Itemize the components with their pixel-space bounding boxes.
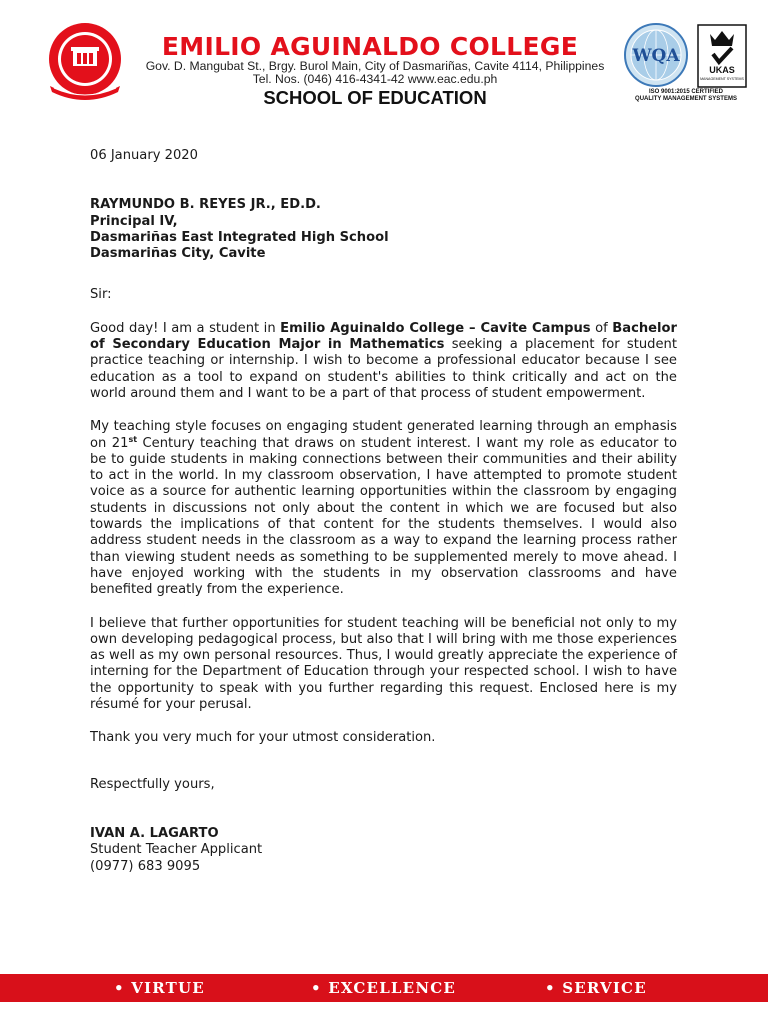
iso-certification-text <box>624 89 748 103</box>
college-name: EMILIO AGUINALDO COLLEGE <box>161 32 579 61</box>
paragraph-request: I believe that further opportunities for student teaching will be beneficial not only to my own developing pedagogical process, but also that I will bring with me those experiences as well as my own personal resources. Thus, I would greatly appreciate the experience of interning for the Department of Education through your respected school. I wish to have the opportunity to speak with you further regarding this request. Enclosed here is my résumé for your perusal. <box>90 615 677 713</box>
motto-virtue: • VIRTUE <box>114 979 205 997</box>
recipient-title: Principal IV, <box>90 213 178 229</box>
letter-date: 06 January 2020 <box>90 148 198 163</box>
college-seal-logo <box>44 20 126 100</box>
college-contact: Tel. Nos. (046) 416-4341-42 www.eac.edu.ph <box>252 72 498 86</box>
signature-block <box>90 826 677 875</box>
signer-name: IVAN A. LAGARTO <box>90 825 219 841</box>
iso-line-1: ISO 9001:2015 CERTIFIED <box>648 89 724 95</box>
recipient-name: RAYMUNDO B. REYES JR., ED.D. <box>90 197 321 213</box>
college-address: Gov. D. Mangubat St., Brgy. Burol Main, City of Dasmariñas, Cavite 4114, Philippines <box>145 59 605 73</box>
thanks-line: Thank you very much for your utmost consideration. <box>90 730 436 746</box>
wqa-certification-logo <box>622 22 690 88</box>
signer-role: Student Teacher Applicant <box>90 842 263 858</box>
ukas-certification-logo <box>697 24 747 88</box>
motto-service: • SERVICE <box>545 979 647 997</box>
letter-body <box>90 148 677 875</box>
svg-text:WQA: WQA <box>632 46 680 66</box>
recipient-block <box>90 197 677 262</box>
signer-phone: (0977) 683 9095 <box>90 858 201 874</box>
salutation: Sir: <box>90 287 112 303</box>
school-name: SCHOOL OF EDUCATION <box>263 87 487 108</box>
motto-excellence: • EXCELLENCE <box>311 979 456 997</box>
recipient-city: Dasmariñas City, Cavite <box>90 246 266 262</box>
paragraph-intro: Good day! I am a student in Emilio Aguinaldo College – Cavite Campus of Bachelor of Secondary Education Major in Mathematics seeking a placement for student practice teaching or internship. I wish to become a professional educator because I see education as a tool to expand on student's abilities to think critically and act on the world around them and I want to be a part of that process of student empowerment. <box>90 320 677 401</box>
recipient-school: Dasmariñas East Integrated High School <box>90 229 389 245</box>
footer-motto-bar <box>0 974 768 1002</box>
paragraph-teaching-style: My teaching style focuses on engaging student generated learning through an emphasis on 21st Century teaching that draws on student interest. I want my role as educator to be to guide students in making connections between their communities and their ability to act in the world. In my classroom observation, I have attempted to promote student voice as a source for authentic learning opportunities within the classroom by engaging students in discussions not only about the content in which we are focused but also towards the implications of that content for the students themselves. I would also address student needs in the classroom as a way to expand the learning process rather than viewing student needs as something to be supplemented merely to move ahead. I have enjoyed working with the students in my observation classrooms and have benefited greatly from the experience. <box>90 419 677 598</box>
iso-line-2: QUALITY MANAGEMENT SYSTEMS <box>635 96 737 102</box>
closing-line: Respectfully yours, <box>90 776 215 792</box>
svg-text:UKAS: UKAS <box>709 65 735 75</box>
svg-text:MANAGEMENT SYSTEMS: MANAGEMENT SYSTEMS <box>700 77 744 81</box>
